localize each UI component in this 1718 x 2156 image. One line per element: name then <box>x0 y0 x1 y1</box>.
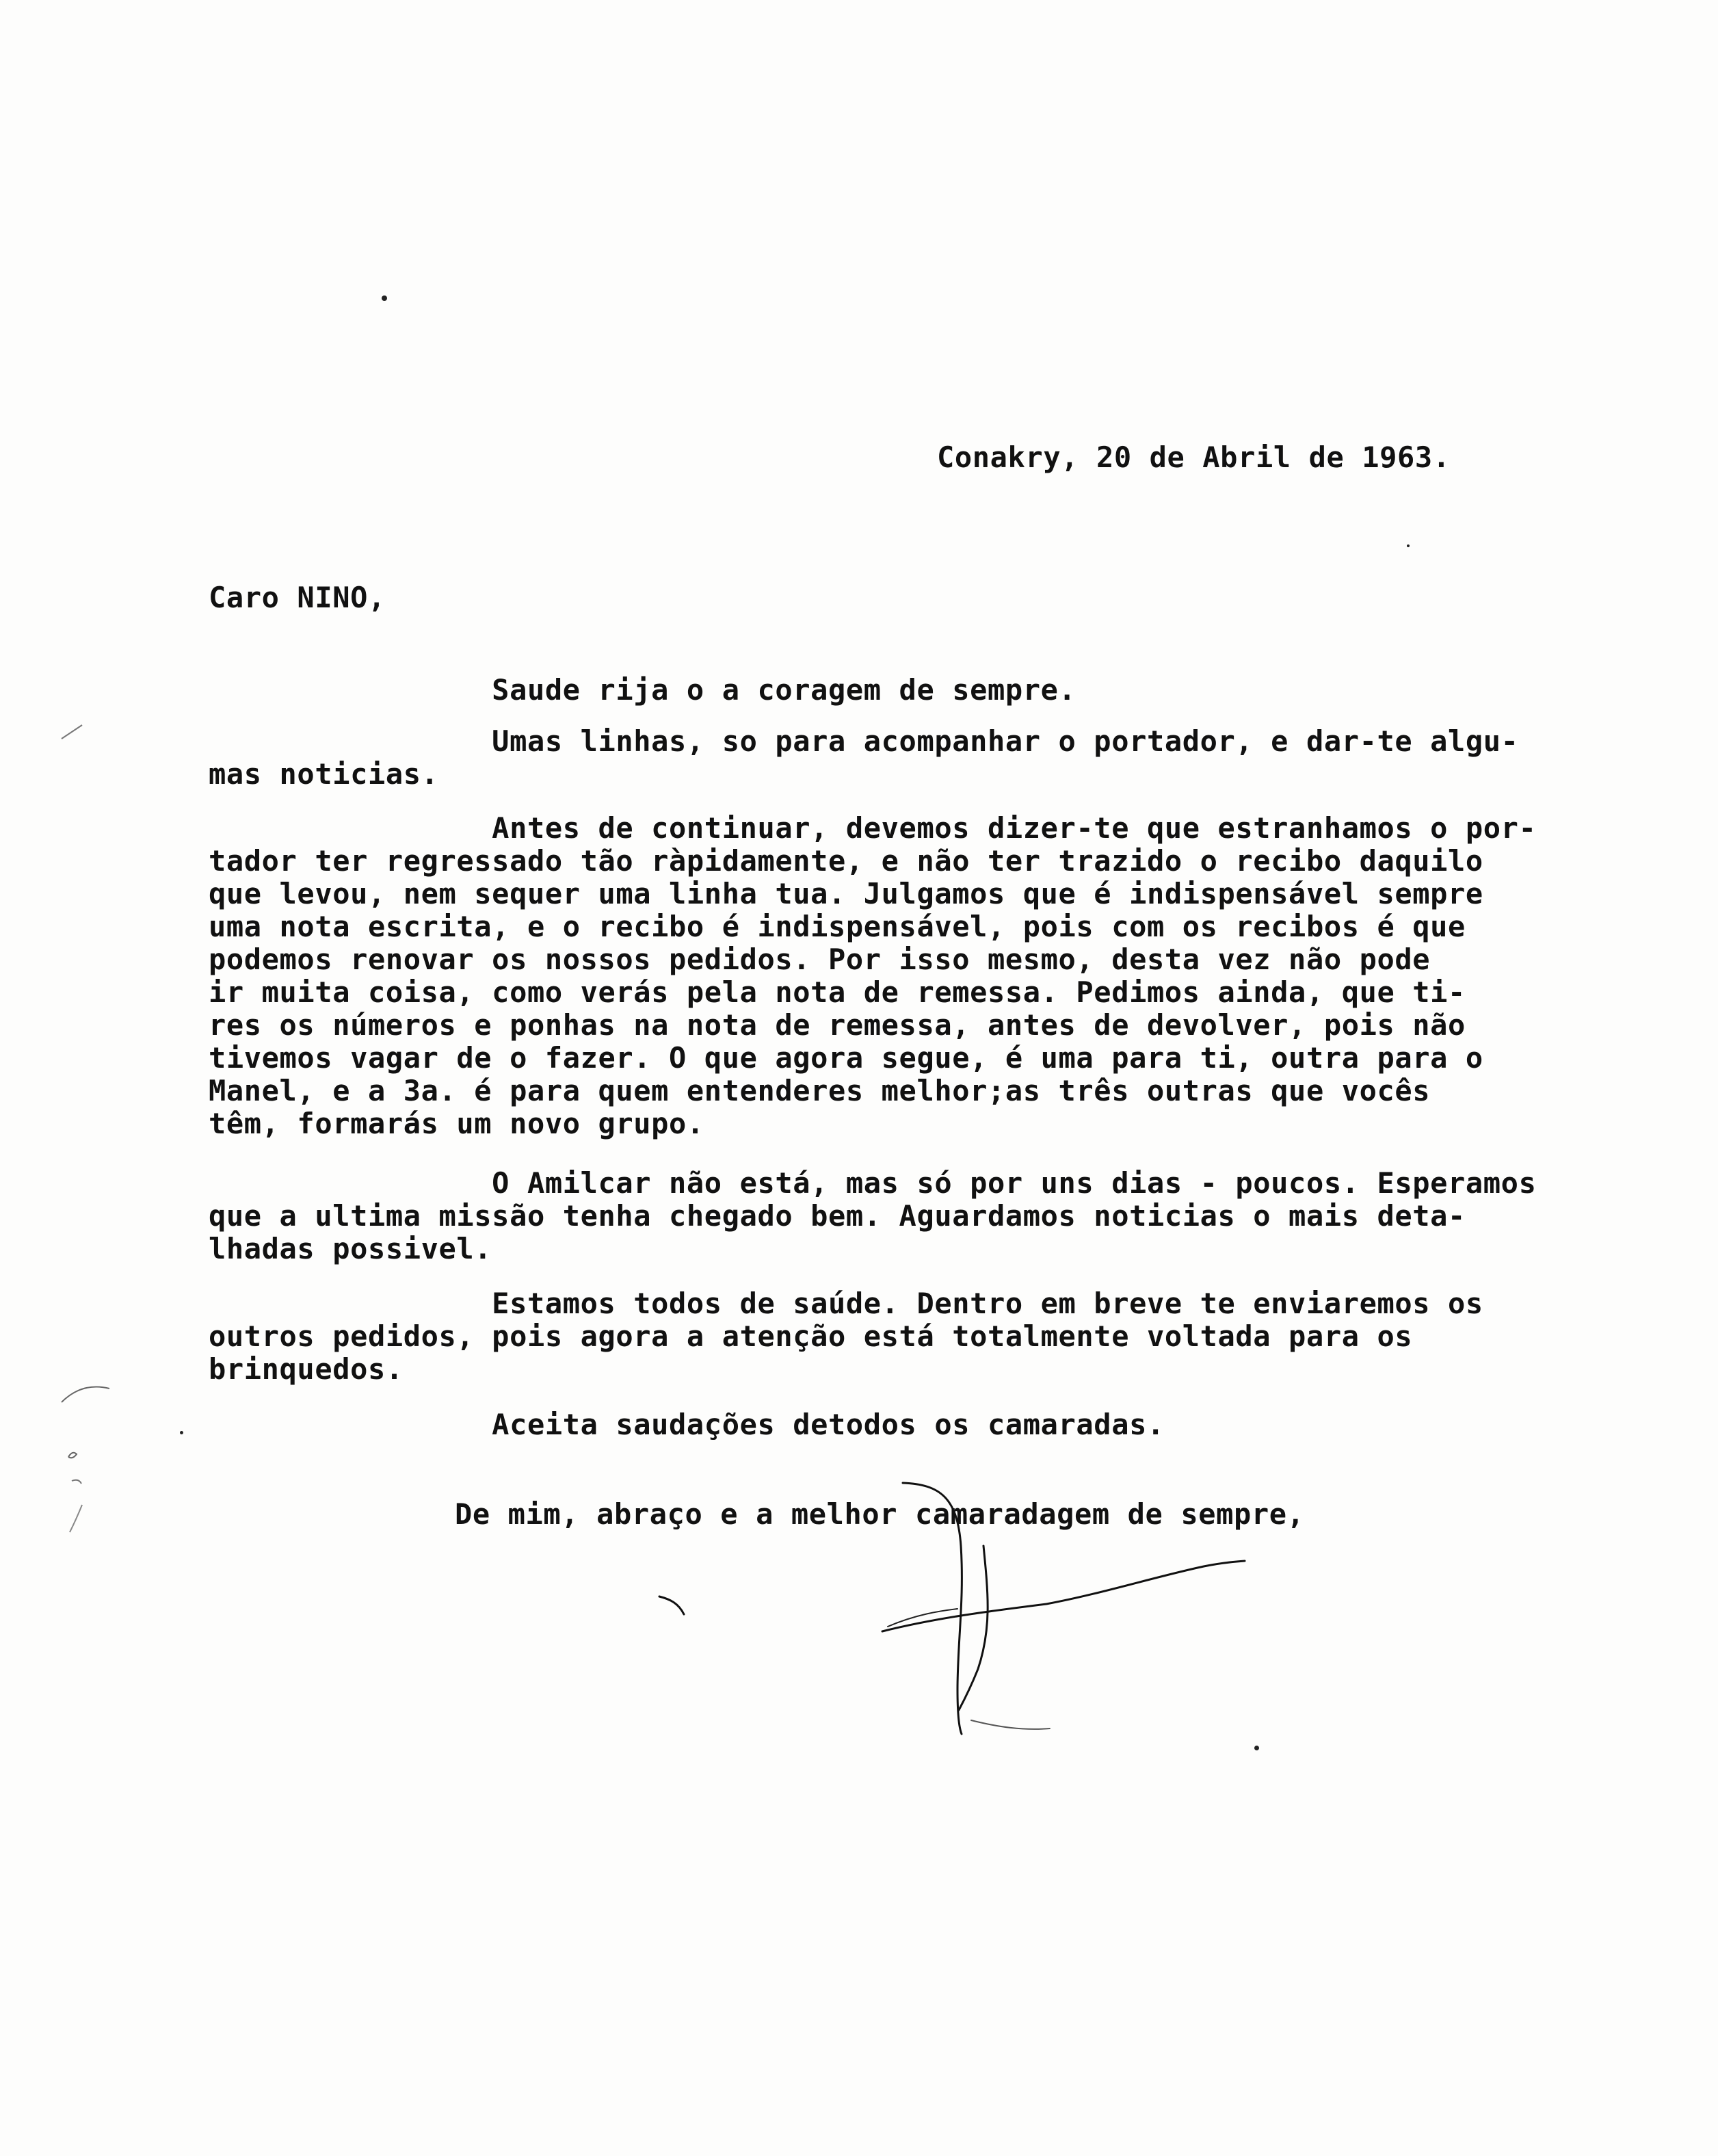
letter-paragraph: Aceita saudações detodos os camaradas. <box>209 1408 1165 1441</box>
letter-paragraph: Antes de continuar, devemos dizer-te que estranhamos o por- tador ter regressado tão ràpidamente, e não ter trazido o recibo daquilo que levou, nem sequer uma linha tua. Julgamos que é indispensável sempre uma nota escrita, e o recibo é indispensável, pois com os recibos é que podemos renovar os nossos pedidos. Por isso mesmo, desta vez não pode ir muita coisa, como verás pela nota de remessa. Pedimos ainda, que ti- res os números e ponhas na nota de remessa, antes de devolver, pois não tivemos vagar de o fazer. O que agora segue, é uma para ti, outra para o Manel, e a 3a. é para quem entenderes melhor;as três outras que vocês têm, formarás um novo grupo. <box>209 811 1537 1140</box>
scan-mark <box>55 718 96 746</box>
letter-date-line: Conakry, 20 de Abril de 1963. <box>937 441 1451 474</box>
letter-paragraph: O Amilcar não está, mas só por uns dias - poucos. Esperamos que a ultima missão tenha chegado bem. Aguardamos noticias o mais deta- lhadas possivel. <box>209 1166 1537 1265</box>
scan-mark <box>41 1361 123 1539</box>
letter-closing: De mim, abraço e a melhor camaradagem de sempre, <box>455 1497 1305 1531</box>
letter-paragraph: Estamos todos de saúde. Dentro em breve te enviaremos os outros pedidos, pois agora a atenção está totalmente voltada para os brinquedos. <box>209 1287 1483 1386</box>
scan-speck <box>1407 544 1410 547</box>
letter-paragraph: Umas linhas, so para acompanhar o portador, e dar-te algu- mas noticias. <box>209 724 1519 791</box>
letter-paragraph: Saude rija o a coragem de sempre. <box>209 673 1076 707</box>
handwritten-signature <box>875 1464 1258 1751</box>
letter-salutation: Caro NINO, <box>209 581 386 614</box>
scan-speck <box>180 1431 183 1434</box>
scan-speck <box>382 295 387 301</box>
pen-mark <box>657 1594 691 1621</box>
